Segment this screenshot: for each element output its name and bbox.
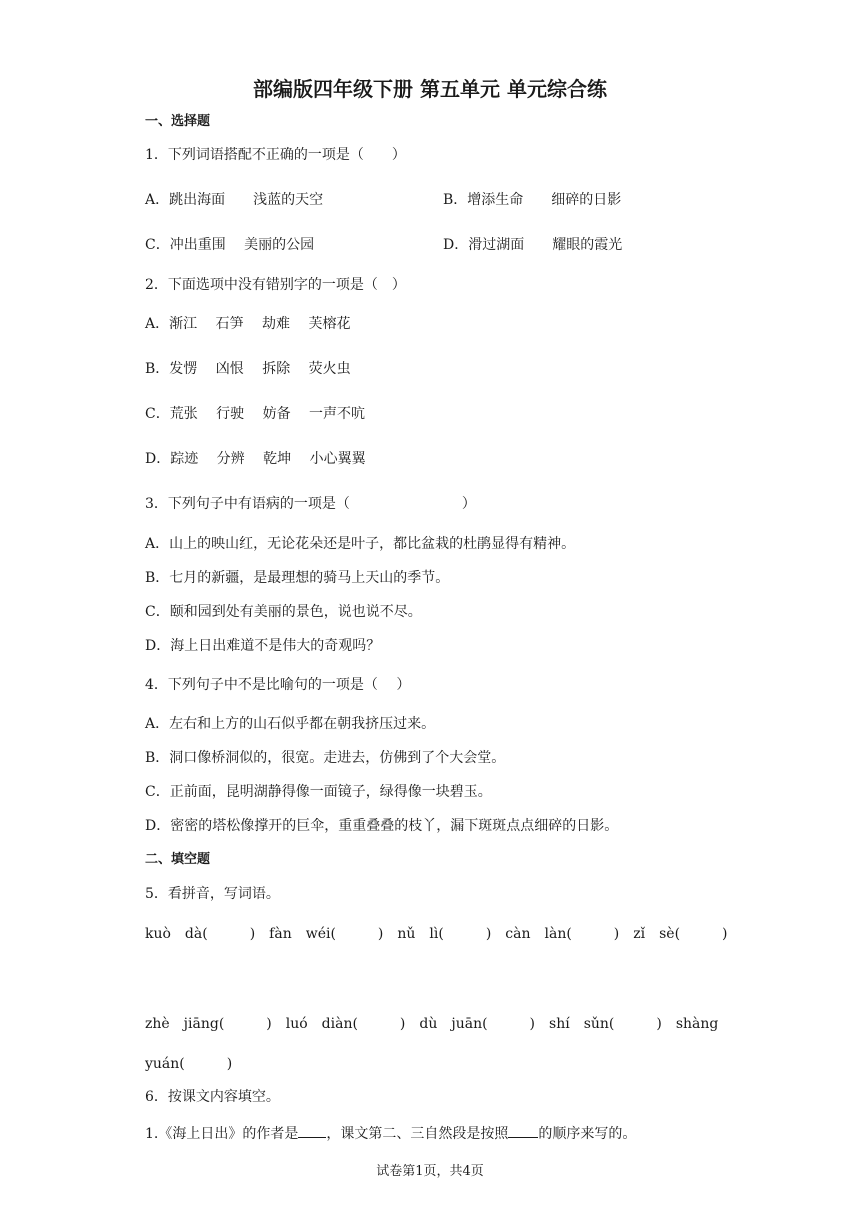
q1-option-a: A．跳出海面 浅蓝的天空 (145, 192, 324, 208)
page-title: 部编版四年级下册 第五单元 单元综合练 (253, 77, 607, 101)
q3-option-a: A．山上的映山红，无论花朵还是叶子，都比盆栽的杜鹃显得有精神。 (145, 536, 576, 552)
answer-blank-order[interactable] (508, 1123, 538, 1138)
q5-pinyin-row-3: yuán( ) (145, 1056, 233, 1072)
q6-item-1-text-a: 1.《海上日出》的作者是 (145, 1126, 299, 1142)
q2-option-a: A．渐江 石笋 劫难 芙榕花 (145, 316, 351, 332)
q1-option-c: C．冲出重围 美丽的公园 (145, 237, 315, 253)
q1-option-b: B．增添生命 细碎的日影 (443, 192, 622, 208)
q1-option-d: D．滑过湖面 耀眼的霞光 (443, 237, 623, 253)
q6-stem: 6．按课文内容填空。 (145, 1089, 280, 1105)
q2-option-b: B．发愣 凶恨 拆除 荧火虫 (145, 361, 351, 377)
q5-stem: 5．看拼音，写词语。 (145, 886, 280, 902)
q4-option-c: C．正前面，昆明湖静得像一面镜子，绿得像一块碧玉。 (145, 784, 492, 800)
q3-option-c: C．颐和园到处有美丽的景色，说也说不尽。 (145, 604, 422, 620)
section-heading-fill: 二、填空题 (145, 852, 211, 867)
q6-item-1 (145, 1123, 636, 1143)
q6-item-1-text-c: 的顺序来写的。 (538, 1126, 637, 1142)
answer-blank-author[interactable] (298, 1123, 326, 1138)
section-heading-choice: 一、选择题 (145, 114, 211, 129)
q4-option-a: A．左右和上方的山石似乎都在朝我挤压过来。 (145, 716, 436, 732)
q2-option-c: C．荒张 行驶 妨备 一声不吭 (145, 406, 366, 422)
q5-pinyin-row-1: kuò dà( ) fàn wéi( ) nǔ lì( ) càn làn( ) zǐ sè( ) (145, 926, 728, 942)
page-footer: 试卷第1页，共4页 (376, 1164, 484, 1179)
q5-pinyin-row-2: zhè jiāng( ) luó diàn( ) dù juān( ) shí sǔn( ) shàng (145, 1016, 719, 1032)
q4-option-b: B．洞口像桥洞似的，很宽。走进去，仿佛到了个大会堂。 (145, 750, 506, 766)
q6-item-1-text-b: ，课文第二、三自然段是按照 (326, 1126, 509, 1142)
q4-option-d: D．密密的塔松像撑开的巨伞，重重叠叠的枝丫，漏下斑斑点点细碎的日影。 (145, 818, 619, 834)
q3-stem: 3．下列句子中有语病的一项是（ ） (145, 496, 476, 512)
q2-stem: 2．下面选项中没有错别字的一项是（ ） (145, 277, 406, 293)
q3-option-b: B．七月的新疆，是最理想的骑马上天山的季节。 (145, 570, 450, 586)
q2-option-d: D．踪迹 分辨 乾坤 小心翼翼 (145, 451, 366, 467)
q1-stem: 1．下列词语搭配不正确的一项是（ ） (145, 147, 406, 163)
q4-stem: 4．下列句子中不是比喻句的一项是（ ） (145, 677, 411, 693)
q3-option-d: D．海上日出难道不是伟大的奇观吗？ (145, 638, 381, 654)
